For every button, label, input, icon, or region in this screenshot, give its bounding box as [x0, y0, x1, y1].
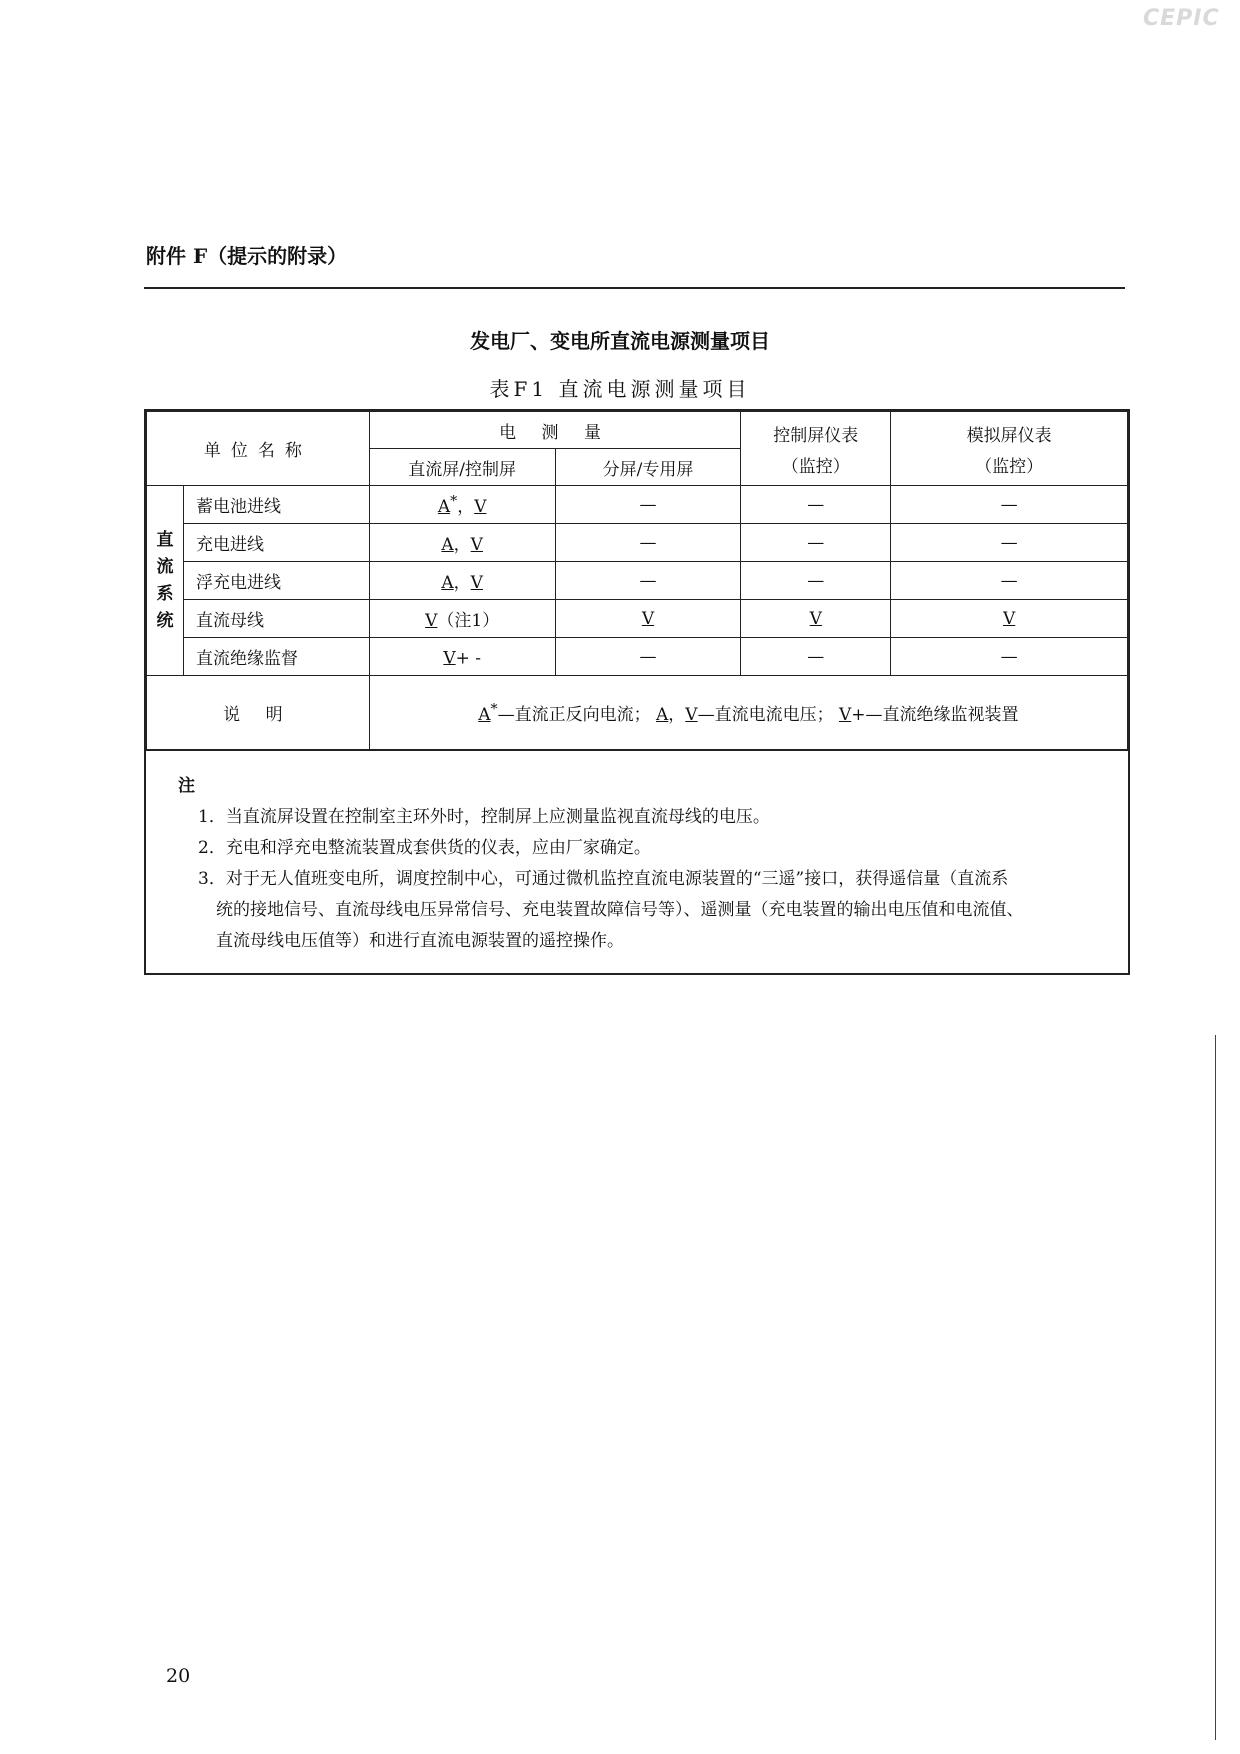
row-sim-meter: —: [891, 486, 1128, 524]
control-meter-header: [741, 412, 891, 486]
unit-name-header: 单位名称: [147, 412, 370, 486]
row-sub-screen: —: [555, 486, 741, 524]
row-sub-screen: —: [555, 562, 741, 600]
row-name: 直流绝缘监督: [183, 638, 369, 676]
sim-meter-header: [891, 412, 1128, 486]
row-sim-meter: V: [891, 600, 1128, 638]
control-meter-subtitle: （监控）: [781, 456, 850, 477]
row-control-meter: —: [741, 524, 891, 562]
table-row: [147, 486, 1128, 524]
row-control-meter: —: [741, 486, 891, 524]
explanation-text: A*—直流正反向电流； A，V—直流电流电压； V+—直流绝缘监视装置: [369, 676, 1127, 750]
table-row: [147, 600, 1128, 638]
row-name: 浮充电进线: [183, 562, 369, 600]
control-meter-title: 控制屏仪表: [773, 425, 859, 446]
row-control-meter: —: [741, 562, 891, 600]
dc-system-group-label: 直 流 系 统: [147, 486, 184, 676]
row-sim-meter: —: [891, 524, 1128, 562]
note-3: 3．对于无人值班变电所，调度控制中心，可通过微机监控直流电源装置的“三遥”接口，获得遥信量（直流系: [198, 869, 1009, 889]
row-sim-meter: —: [891, 638, 1128, 676]
note-3-continued: 直流母线电压值等）和进行直流电源装置的遥控操作。: [216, 931, 624, 951]
row-name: 直流母线: [183, 600, 369, 638]
table-row: [147, 562, 1128, 600]
row-name: 蓄电池进线: [183, 486, 369, 524]
row-control-meter: V: [741, 600, 891, 638]
heading-rule: [144, 287, 1125, 289]
row-dc-screen: V+ -: [369, 638, 555, 676]
table-caption: 表F1 直流电源测量项目: [489, 377, 751, 401]
sim-meter-title: 模拟屏仪表: [966, 425, 1052, 446]
row-sub-screen: V: [555, 600, 741, 638]
row-name: 充电进线: [183, 524, 369, 562]
notes-section: [146, 750, 1128, 973]
measurement-table: [144, 409, 1130, 975]
sim-meter-subtitle: （监控）: [975, 456, 1044, 477]
page-number: 20: [166, 1665, 191, 1687]
scan-edge-line: [1215, 1035, 1216, 1740]
note-3-continued: 统的接地信号、直流母线电压异常信号、充电装置故障信号等）、遥测量（充电装置的输出电压值和电流值、: [216, 900, 1024, 920]
table-row: [147, 524, 1128, 562]
document-title: 发电厂、变电所直流电源测量项目: [470, 329, 770, 353]
explanation-label: 说 明: [147, 676, 370, 750]
row-dc-screen: A，V: [369, 524, 555, 562]
explanation-row: [147, 676, 1128, 750]
row-control-meter: —: [741, 638, 891, 676]
appendix-heading: 附件 F（提示的附录）: [146, 244, 348, 268]
measurement-header: 电 测 量: [369, 412, 741, 449]
row-dc-screen: A，V: [369, 562, 555, 600]
sub-screen-header: 分屏/专用屏: [555, 449, 741, 486]
dc-screen-header: 直流屏/控制屏: [369, 449, 555, 486]
notes-heading: 注: [178, 776, 195, 796]
row-sub-screen: —: [555, 638, 741, 676]
row-dc-screen: A*，V: [369, 486, 555, 524]
row-dc-screen: V（注1）: [369, 600, 555, 638]
cepic-watermark: CEPIC: [1143, 6, 1220, 31]
row-sim-meter: —: [891, 562, 1128, 600]
row-sub-screen: —: [555, 524, 741, 562]
table-row: [147, 638, 1128, 676]
note-2: 2．充电和浮充电整流装置成套供货的仪表，应由厂家确定。: [198, 838, 651, 858]
note-1: 1．当直流屏设置在控制室主环外时，控制屏上应测量监视直流母线的电压。: [198, 807, 770, 827]
